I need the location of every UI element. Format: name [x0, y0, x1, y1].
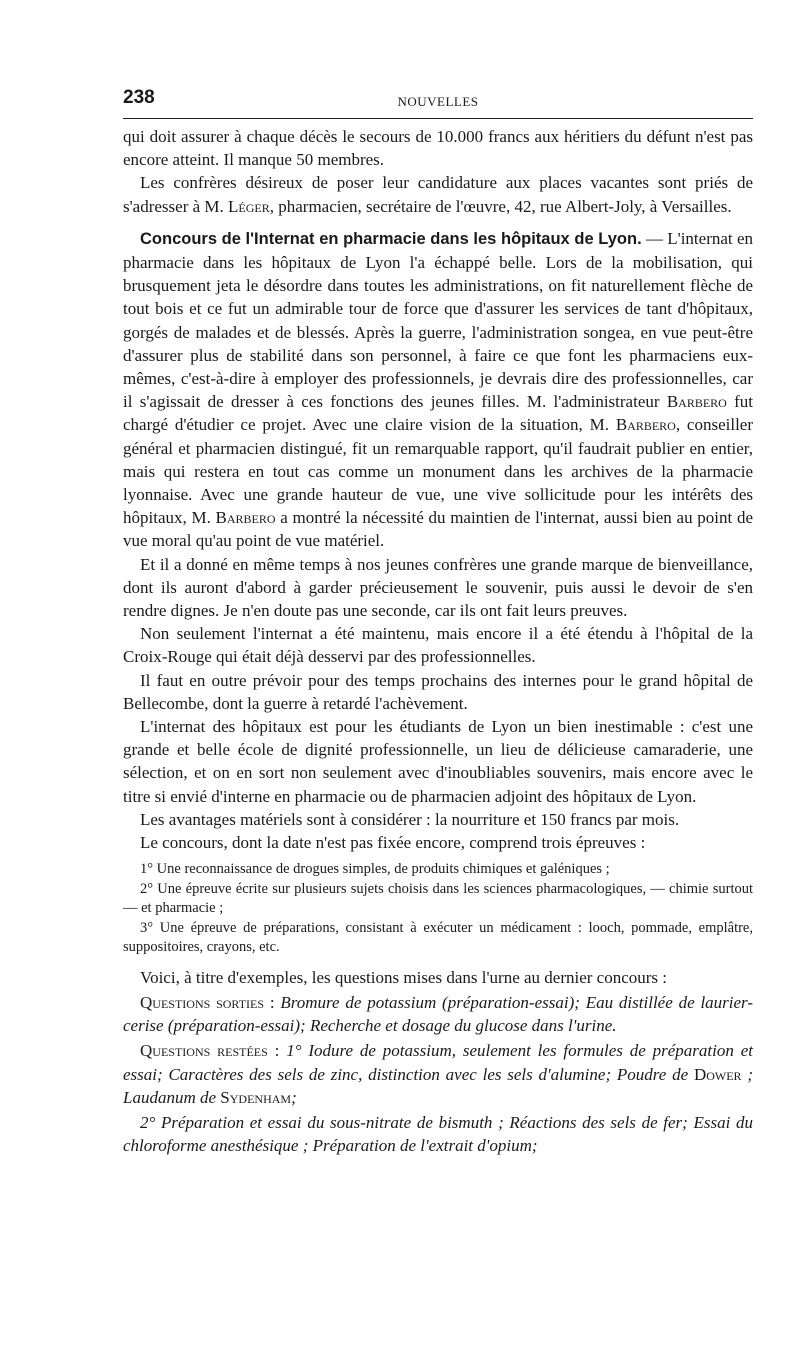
questions-item: 2° Préparation et essai du sous-nitrate de bismuth ; Réactions des sels de fer; Essai du chloroforme anesthésique ; Préparation de l'extrait d'opium;	[123, 1113, 753, 1156]
list-item: 3° Une épreuve de préparations, consistant à exécuter un médicament : looch, pommade, emplâtre, suppositoires, crayons, etc.	[123, 919, 753, 956]
person-name: Barbero	[615, 415, 676, 435]
document-page	[123, 82, 753, 1157]
paragraph: Le concours, dont la date n'est pas fixée encore, comprend trois épreuves :	[140, 833, 646, 853]
person-name: Dower	[693, 1064, 742, 1084]
paragraph: Voici, à titre d'exemples, les questions mises dans l'urne au dernier concours :	[140, 967, 668, 987]
paragraph: Il faut en outre prévoir pour des temps prochains des internes pour le grand hôpital de Bellecombe, dont la guerre à retardé l'achèvement.	[123, 670, 753, 713]
paragraph: qui doit assurer à chaque décès le secours de 10.000 francs aux héritiers du défunt n'est pas encore atteint. Il manque 50 membres.	[123, 127, 753, 170]
list-item: 2° Une épreuve écrite sur plusieurs sujets choisis dans les sciences pharmacologiques, — chimie surtout — et pharmacie ;	[123, 880, 753, 917]
questions-sorties: Questions sorties : Bromure de potassium (préparation-essai); Eau distillée de laurier-cerise (préparation-essai); Recherche et dosage du glucose dans l'urine.	[123, 993, 753, 1036]
header-rule	[123, 118, 753, 119]
paragraph: Les avantages matériels sont à considérer : la nourriture et 150 francs par mois.	[140, 809, 680, 829]
person-name: Sydenham	[220, 1087, 292, 1107]
person-name: Barbero	[215, 508, 276, 528]
person-name: Barbero	[666, 392, 727, 412]
paragraph: Les confrères désireux de poser leur candidature aux places vacantes sont priés de s'adresser à M. Léger, pharmacien, secrétaire de l'œuvre, 42, rue Albert-Joly, à Versailles.	[123, 173, 753, 216]
questions-label: Questions restées :	[140, 1041, 280, 1061]
questions-restees: Questions restées : 1° Iodure de potassium, seulement les formules de préparation et essai; Caractères des sels de zinc, distinction avec les sels d'alumine; Poudre de Dower ; Laudanum de Sydenham;	[123, 1041, 753, 1107]
page-header	[123, 82, 753, 112]
section-title: Concours de l'Internat en pharmacie dans les hôpitaux de Lyon.	[140, 229, 642, 248]
page-number: 238	[123, 87, 155, 108]
paragraph: Non seulement l'internat a été maintenu, mais encore il a été étendu à l'hôpital de la Croix-Rouge qui était déjà desservi par des professionnelles.	[123, 624, 753, 667]
person-name: Léger	[228, 196, 270, 216]
paragraph: L'internat des hôpitaux est pour les étudiants de Lyon un bien inestimable : c'est une grande et belle école de dignité professionnelle, un lieu de délicieuse camaraderie, une sélection, et on en sort non seulement avec d'inoubliables souvenirs, mais encore avec le titre si envié d'interne en pharmacie ou de pharmacien adjoint des hôpitaux de Lyon.	[123, 717, 753, 806]
questions-label: Questions sorties :	[140, 993, 275, 1012]
section-paragraph: Concours de l'Internat en pharmacie dans les hôpitaux de Lyon. — L'internat en pharmacie dans les hôpitaux de Lyon l'a échappé belle. Lors de la mobilisation, qui brusquement jeta le désordre dans toutes les administrations, on fit naturellement flèche de tout bois et ce fut un admirable tour de force que d'assurer les services de tant d'hôpitaux, gorgés de malades et de blessés. Après la guerre, l'administration songea, en vue peut-être d'assurer plus de stabilité dans son personnel, à faire ce que font les pharmaciens eux-mêmes, c'est-à-dire à employer des professionnels, je devrais dire des professionnelles, car il s'agissait de dresser à ces fonctions des jeunes filles. M. l'administrateur Barbero fut chargé d'étudier ce projet. Avec une claire vision de la situation, M. Barbero, conseiller général et pharmacien distingué, fit un remarquable rapport, qu'il faudrait publier en entier, mais qui restera en tout cas comme un monument dans les archives de la pharmacie lyonnaise. Avec une grande hauteur de vue, une vive sollicitude pour les intérêts des hôpitaux, M. Barbero a montré la nécessité du maintien de l'internat, aussi bien au point de vue moral qu'au point de vue matériel.	[123, 228, 753, 551]
exam-list	[123, 860, 753, 958]
running-head: NOUVELLES	[397, 94, 479, 109]
list-item: 1° Une reconnaissance de drogues simples, de produits chimiques et galéniques ;	[140, 861, 610, 878]
paragraph: Et il a donné en même temps à nos jeunes confrères une grande marque de bienveillance, dont ils auront d'abord à garder précieusement le souvenir, puis aussi le devoir de s'en rendre dignes. Je n'en doute pas une seconde, car ils ont fait leurs preuves.	[123, 554, 753, 621]
